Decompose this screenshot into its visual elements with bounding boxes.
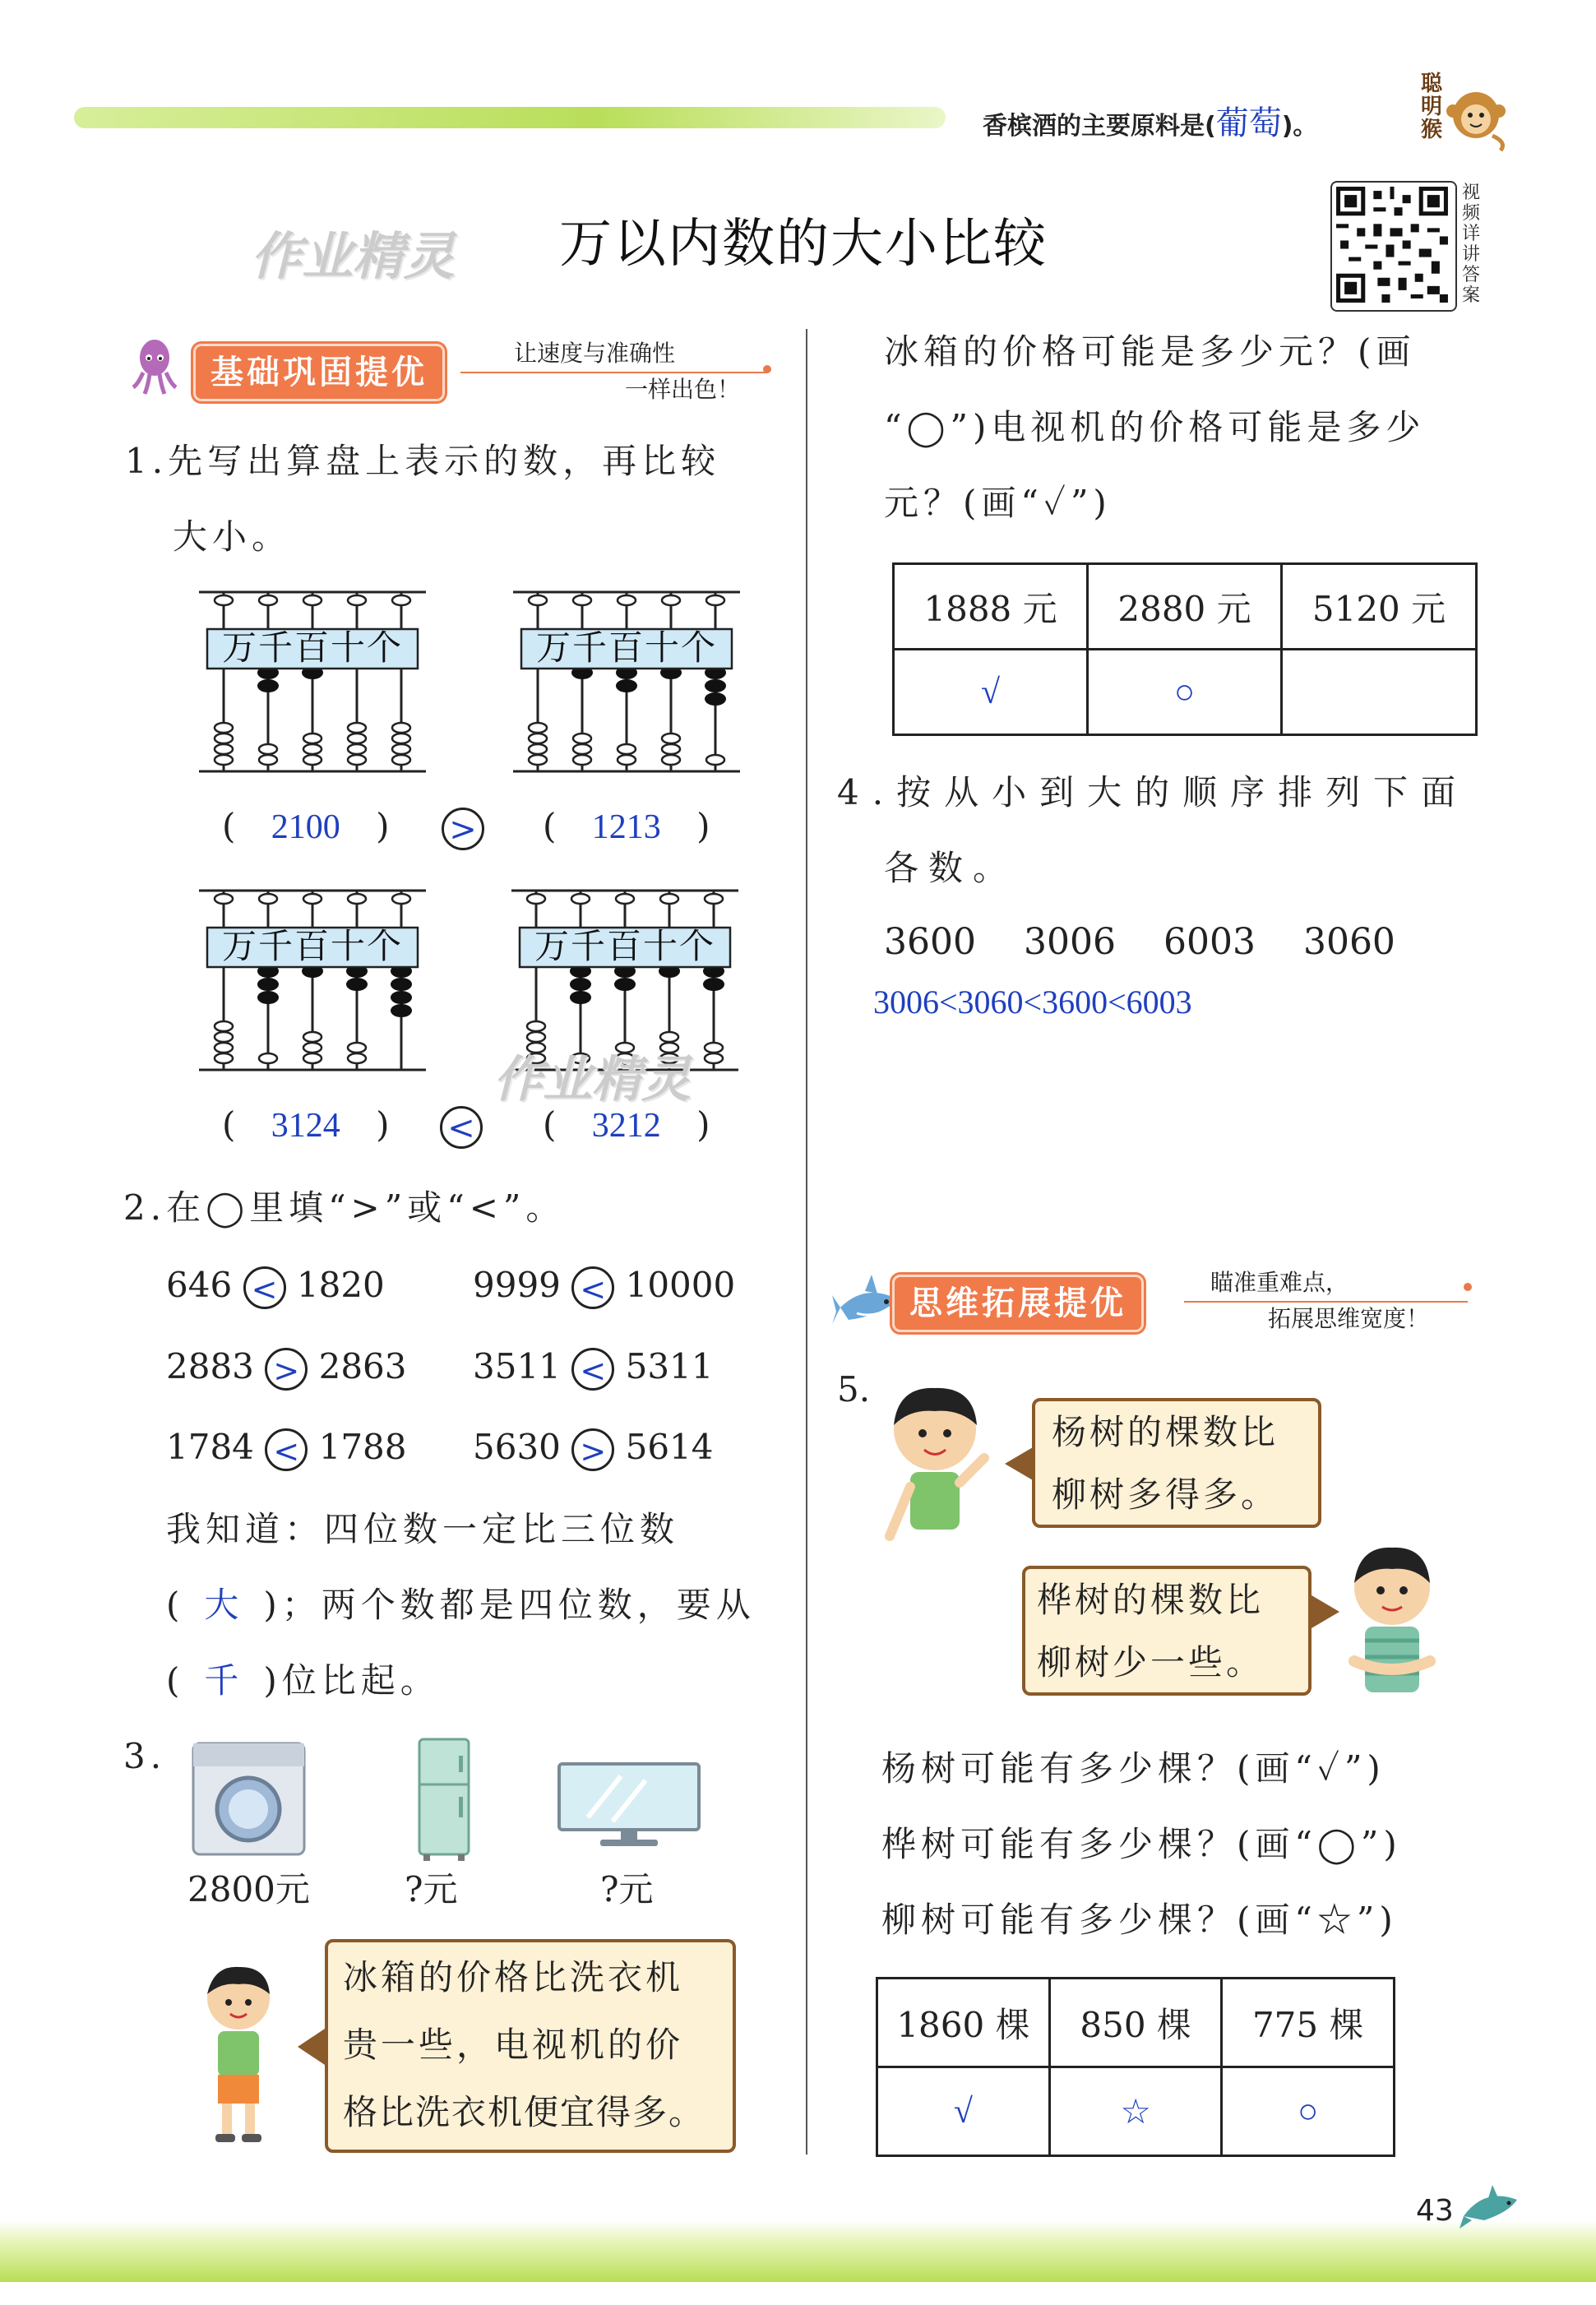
q3-price-table <box>892 562 1478 736</box>
abacus-bead-counted <box>571 979 590 990</box>
abacus-bead <box>348 734 366 743</box>
abacus-bead-counted <box>258 992 278 1003</box>
bubble-line: 冰箱的价格比洗衣机 <box>343 1957 684 1997</box>
q2-number: 2. <box>123 1187 167 1228</box>
abacus-bead <box>618 744 636 754</box>
q5-ask-2: 桦树可能有多少棵？(画“◯”) <box>881 1824 1402 1864</box>
page-number: 43 <box>1416 2194 1454 2228</box>
compare-symbol: < <box>571 1266 614 1309</box>
q5-bubble-2 <box>1022 1566 1311 1696</box>
abacus-bead <box>529 595 547 605</box>
section2-underline-dot <box>1464 1283 1472 1291</box>
abacus-bead <box>348 595 366 605</box>
q2-know-line1: 我知道：四位数一定比三位数 <box>166 1509 680 1549</box>
q1-text-line2: 大小。 <box>173 516 292 557</box>
bubble-tail <box>298 2027 327 2067</box>
abacus-label: 万千百十个 <box>221 926 404 966</box>
paren-close: ) <box>376 806 390 846</box>
abacus-bead-counted <box>391 992 411 1003</box>
q3-question-line3: 元？(画“✓”) <box>884 483 1112 523</box>
num-a: 5630 <box>473 1427 561 1467</box>
q5-ask-1: 杨树可能有多少棵？(画“✓”) <box>881 1748 1386 1789</box>
abacus-bead <box>392 894 410 904</box>
num-a: 1784 <box>166 1427 254 1467</box>
washer-price: 2800元 <box>187 1869 310 1909</box>
abacus-bead <box>705 1043 723 1053</box>
q1-compare-circle-2 <box>440 1106 483 1149</box>
abacus-bead <box>529 755 547 765</box>
bubble-line: 桦树的棵数比 <box>1037 1580 1265 1620</box>
column-divider <box>806 329 807 2155</box>
abacus-bead-counted <box>571 992 590 1003</box>
q2-item-5 <box>166 1427 407 1471</box>
q4-text-line1 <box>837 755 1469 831</box>
q4-number-item: 6003 <box>1163 921 1256 963</box>
abacus-bead-counted <box>705 693 725 705</box>
paren-open: ( <box>166 1585 185 1625</box>
abacus-bead <box>662 734 680 743</box>
abacus-bead <box>660 894 678 904</box>
header-bar <box>74 107 946 128</box>
section2-underline <box>1184 1301 1468 1303</box>
paren-close: ) <box>376 1104 390 1145</box>
abacus-bead <box>348 723 366 733</box>
abacus-bead-counted <box>705 680 725 692</box>
q5-tree-table <box>876 1977 1395 2157</box>
q1-answer-value: 2100 <box>271 808 340 846</box>
abacus-bead <box>662 744 680 754</box>
table-header-cell: 2880 元 <box>1088 564 1282 650</box>
q4-number-item: 3600 <box>884 921 976 963</box>
q1-answer-value: 1213 <box>591 808 661 846</box>
q3-question-line2: “◯”)电视机的价格可能是多少 <box>884 407 1426 447</box>
compare-symbol: < <box>440 1106 483 1149</box>
q4-numbers <box>884 921 1395 963</box>
abacus-bead <box>705 894 723 904</box>
boy-arms-crossed-icon <box>1336 1538 1447 1710</box>
abacus-bead-counted <box>617 680 636 692</box>
q2-item-3 <box>166 1346 407 1391</box>
qr-caption: 视频详讲答案 <box>1462 183 1481 306</box>
abacus-bead-counted <box>615 979 635 990</box>
abacus-label: 万千百十个 <box>534 926 716 966</box>
boy-pointing-icon <box>873 1380 997 1553</box>
bubble-line: 柳树多得多。 <box>1052 1474 1279 1515</box>
compare-symbol: < <box>265 1428 308 1471</box>
fridge-price: ?元 <box>405 1869 458 1909</box>
page-title: 万以内数的大小比较 <box>559 214 1048 275</box>
q4-number-item: 3006 <box>1023 921 1116 963</box>
q1-answer-left-2 <box>222 1104 403 1146</box>
q5-number: 5. <box>837 1369 871 1409</box>
compare-symbol: > <box>571 1428 614 1471</box>
abacus-bead <box>573 595 591 605</box>
q3-question-line1: 冰箱的价格可能是多少元？(画 <box>884 331 1416 372</box>
abacus-bead-counted <box>258 979 278 990</box>
table-header-cell: 1888 元 <box>894 564 1088 650</box>
section-banner-basic: 基础巩固提优 <box>193 344 445 401</box>
abacus-bead <box>303 1032 322 1042</box>
abacus-bead <box>215 744 233 754</box>
table-header-cell: 1860 棵 <box>877 1979 1050 2067</box>
compare-symbol: > <box>265 1348 308 1391</box>
abacus-bead <box>392 744 410 754</box>
abacus-drawing <box>197 882 428 1072</box>
q2-item-1 <box>166 1265 385 1309</box>
num-a: 2883 <box>166 1346 254 1386</box>
compare-symbol: < <box>243 1266 286 1309</box>
table-answer-cell: ○ <box>1088 650 1282 735</box>
tv-icon <box>555 1760 703 1850</box>
abacus-bead <box>303 1043 322 1053</box>
abacus-bead <box>571 894 590 904</box>
trivia-prefix: 香槟酒的主要原料是( <box>983 112 1216 141</box>
q3-number: 3. <box>123 1736 167 1776</box>
boy-icon <box>189 1961 288 2146</box>
q1-answer-value: 3124 <box>271 1107 340 1145</box>
q2-answer-1: 大 <box>204 1587 244 1625</box>
q2-answer-2: 千 <box>204 1663 244 1701</box>
abacus-bead <box>215 734 233 743</box>
paren-open: ( <box>543 806 557 846</box>
abacus-label: 万千百十个 <box>221 627 404 668</box>
abacus-label: 万千百十个 <box>535 627 718 668</box>
q1-answer-value: 3212 <box>591 1107 661 1145</box>
abacus-bead <box>303 1053 322 1063</box>
q2-item-2 <box>473 1265 735 1309</box>
abacus-bead <box>303 734 322 743</box>
abacus-bead <box>348 894 366 904</box>
paren-open: ( <box>222 1104 236 1145</box>
abacus-bead <box>618 755 636 765</box>
table-header-cell: 850 棵 <box>1049 1979 1222 2067</box>
abacus-bead <box>529 734 547 743</box>
num-b: 1788 <box>318 1427 407 1467</box>
q1-compare-circle-1 <box>442 808 484 850</box>
qr-code-icon[interactable] <box>1330 181 1457 312</box>
abacus-bead <box>529 744 547 754</box>
q4-answer: 3006<3060<3600<6003 <box>873 984 1192 1021</box>
q2-know-line3 <box>166 1643 440 1719</box>
table-header-cell: 5120 元 <box>1282 564 1477 650</box>
abacus-drawing <box>197 584 428 773</box>
abacus-bead <box>348 755 366 765</box>
num-b: 10000 <box>625 1265 736 1305</box>
table-answer-cell: ○ <box>1222 2067 1395 2156</box>
abacus-bead <box>259 1053 277 1063</box>
abacus-drawing <box>511 584 742 773</box>
abacus-bead <box>348 744 366 754</box>
num-b: 2863 <box>318 1346 407 1386</box>
num-a: 9999 <box>473 1265 561 1305</box>
abacus-bead <box>259 894 277 904</box>
abacus-bead <box>705 1053 723 1063</box>
abacus-bead <box>392 723 410 733</box>
q2-know-mid: )；两个数都是四位数，要从 <box>263 1585 756 1625</box>
abacus-bead <box>303 894 322 904</box>
paren-open: ( <box>543 1104 557 1145</box>
abacus-bead <box>303 595 322 605</box>
q2-know-line2 <box>166 1567 756 1644</box>
q2-item-6 <box>473 1427 714 1471</box>
dolphin-icon <box>1460 2183 1525 2233</box>
squid-icon <box>122 333 187 399</box>
paren-open: ( <box>222 806 236 846</box>
section-note-line1: 让速度与准确性 <box>514 340 676 367</box>
bubble-tail <box>1005 1447 1033 1480</box>
abacus-bead <box>392 595 410 605</box>
section-underline-dot <box>763 365 771 373</box>
abacus-bead-counted <box>391 979 411 990</box>
section-underline <box>460 372 766 373</box>
abacus-bead-counted <box>704 979 724 990</box>
paren-close: ) <box>696 806 710 846</box>
abacus-bead <box>215 1043 233 1053</box>
q1-answer-right-1 <box>543 806 724 847</box>
bubble-tail <box>1311 1595 1339 1628</box>
footer-bar <box>0 2220 1596 2282</box>
q2-instruction: 在◯里填“>”或“<”。 <box>166 1187 566 1228</box>
bubble-line: 格比洗衣机便宜得多。 <box>343 2092 705 2132</box>
q1-answer-left-1 <box>222 806 403 847</box>
compare-symbol: < <box>571 1348 614 1391</box>
abacus-bead-counted <box>391 1005 411 1016</box>
q4-number-item: 3060 <box>1302 921 1395 963</box>
section2-note-line1: 瞄准重难点， <box>1210 1269 1349 1296</box>
q1-text-line1: 先写出算盘上表示的数，再比较 <box>168 441 721 481</box>
abacus-bead-counted <box>258 680 278 692</box>
abacus-bead <box>573 755 591 765</box>
num-b: 5614 <box>625 1427 714 1467</box>
section-note-line2: 一样出色！ <box>625 376 741 403</box>
q1-text <box>125 424 720 499</box>
table-header-cell: 775 棵 <box>1222 1979 1395 2067</box>
abacus-3 <box>197 882 428 1072</box>
abacus-bead <box>392 734 410 743</box>
abacus-bead <box>573 744 591 754</box>
section-banner-extend: 思维拓展提优 <box>892 1275 1144 1332</box>
compare-symbol: > <box>442 808 484 850</box>
q4-instruction: 按从小到大的顺序排列下面 <box>896 772 1469 812</box>
table-answer-cell: √ <box>877 2067 1050 2156</box>
q3-speech-bubble <box>325 1939 736 2153</box>
abacus-bead <box>348 1043 366 1053</box>
q4-number: 4. <box>837 772 897 812</box>
abacus-bead <box>215 1053 233 1063</box>
mascot-label: 聪明猴 <box>1421 72 1443 142</box>
abacus-bead-counted <box>347 979 367 990</box>
q4-text-line2: 各数。 <box>884 848 1018 888</box>
abacus-bead <box>527 1021 545 1031</box>
section2-note-line2: 拓展思维宽度！ <box>1268 1305 1430 1332</box>
washing-machine-icon <box>189 1739 308 1858</box>
abacus-bead <box>616 894 634 904</box>
paren-open: ( <box>166 1660 185 1701</box>
table-answer-cell <box>1282 650 1477 735</box>
q5-bubble-1 <box>1032 1398 1321 1528</box>
abacus-bead <box>662 595 680 605</box>
abacus-2 <box>511 584 742 773</box>
num-a: 3511 <box>473 1346 561 1386</box>
q1-number: 1. <box>125 441 169 481</box>
abacus-bead <box>303 744 322 754</box>
bubble-line: 贵一些，电视机的价 <box>343 2025 684 2065</box>
tv-price: ?元 <box>600 1869 654 1909</box>
abacus-bead <box>259 595 277 605</box>
q2-text <box>123 1170 565 1246</box>
table-answer-cell: √ <box>894 650 1088 735</box>
fridge-icon <box>411 1735 477 1863</box>
watermark-mid: 作业精灵 <box>493 1051 691 1109</box>
q2-item-4 <box>473 1346 714 1391</box>
trivia-answer: 葡萄 <box>1215 104 1282 141</box>
abacus-bead <box>529 723 547 733</box>
q5-ask-3: 柳树可能有多少棵？(画“☆”) <box>881 1900 1398 1940</box>
num-a: 646 <box>166 1265 233 1305</box>
table-answer-cell: ☆ <box>1049 2067 1222 2156</box>
abacus-bead <box>618 595 636 605</box>
abacus-bead <box>348 1053 366 1063</box>
abacus-bead <box>259 744 277 754</box>
trivia-question <box>983 97 1317 144</box>
watermark: 作业精灵 <box>251 226 456 286</box>
num-b: 1820 <box>296 1265 385 1305</box>
abacus-bead <box>215 755 233 765</box>
bubble-line: 柳树少一些。 <box>1037 1642 1265 1682</box>
abacus-bead <box>706 755 724 765</box>
abacus-bead <box>259 755 277 765</box>
abacus-bead <box>573 734 591 743</box>
abacus-bead <box>215 723 233 733</box>
abacus-bead <box>662 755 680 765</box>
bubble-line: 杨树的棵数比 <box>1052 1412 1279 1452</box>
paren-close: ) <box>696 1104 710 1145</box>
abacus-bead <box>303 755 322 765</box>
num-b: 5311 <box>625 1346 714 1386</box>
trivia-suffix: )。 <box>1281 112 1318 141</box>
abacus-bead <box>392 755 410 765</box>
abacus-1 <box>197 584 428 773</box>
abacus-bead <box>215 1032 233 1042</box>
abacus-bead <box>706 595 724 605</box>
abacus-bead <box>527 894 545 904</box>
q2-know-end: )位比起。 <box>263 1660 440 1701</box>
abacus-bead <box>215 894 233 904</box>
abacus-bead <box>215 1021 233 1031</box>
abacus-bead <box>215 595 233 605</box>
